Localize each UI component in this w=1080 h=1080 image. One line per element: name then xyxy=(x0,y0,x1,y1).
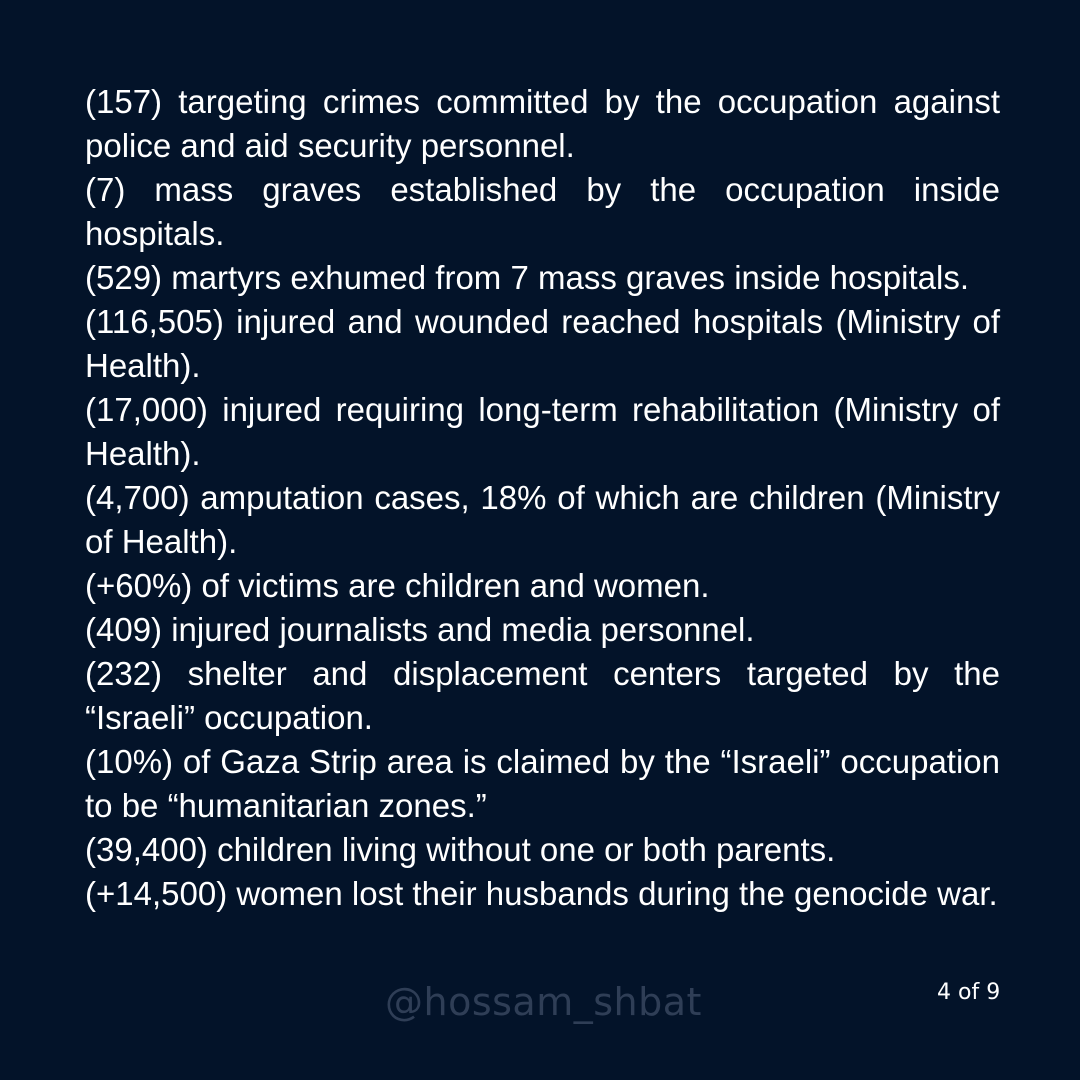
stat-item-7: (+60%) of victims are children and women. xyxy=(85,567,710,604)
watermark-handle: @hossam_shbat xyxy=(385,980,702,1024)
page-indicator: 4 of 9 xyxy=(937,980,1001,1005)
stat-item-11: (39,400) children living without one or both parents. xyxy=(85,831,836,868)
stat-item-6: (4,700) amputation cases, 18% of which are children (Ministry of Health). xyxy=(85,479,1000,560)
stat-item-5: (17,000) injured requiring long-term rehabilitation (Ministry of Health). xyxy=(85,391,1000,472)
stats-list xyxy=(85,80,1000,916)
stat-item-10: (10%) of Gaza Strip area is claimed by the “Israeli” occupation to be “humanitarian zones.” xyxy=(85,743,1000,824)
stat-item-2: (7) mass graves established by the occupation inside hospitals. xyxy=(85,171,1000,252)
stat-item-9: (232) shelter and displacement centers targeted by the “Israeli” occupation. xyxy=(85,655,1000,736)
stat-item-4: (116,505) injured and wounded reached hospitals (Ministry of Health). xyxy=(85,303,1000,384)
stat-item-8: (409) injured journalists and media personnel. xyxy=(85,611,755,648)
stat-item-12: (+14,500) women lost their husbands during the genocide war. xyxy=(85,875,998,912)
stat-item-1: (157) targeting crimes committed by the occupation against police and aid security personnel. xyxy=(85,83,1000,164)
stat-item-3: (529) martyrs exhumed from 7 mass graves inside hospitals. xyxy=(85,259,970,296)
